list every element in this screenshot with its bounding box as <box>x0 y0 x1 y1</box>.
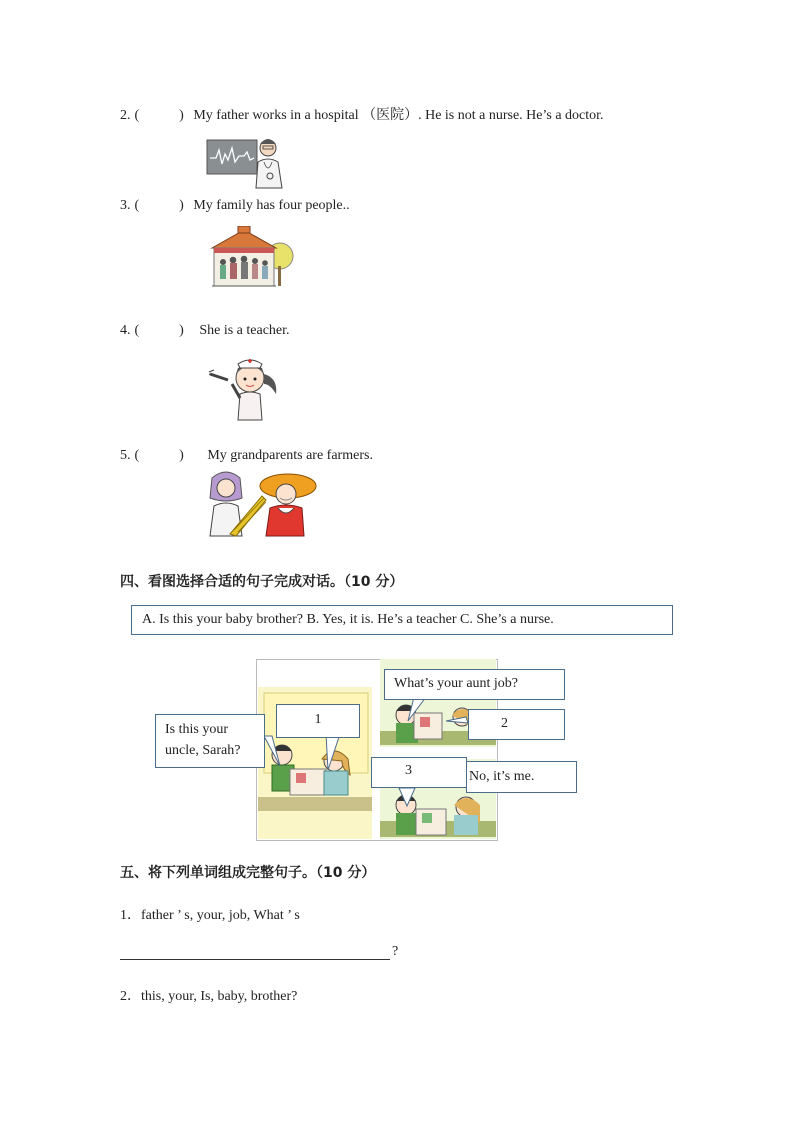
doctor-picture <box>206 130 290 190</box>
family-house-picture <box>208 226 294 290</box>
bubble-answer-3[interactable] <box>371 757 467 788</box>
item-2 <box>120 104 604 124</box>
item-text: My grandparents are farmers. <box>207 448 373 463</box>
section-5-heading: 五、将下列单词组成完整句子。（10 分） <box>120 865 376 881</box>
item-5 <box>120 448 373 464</box>
section-4-heading: 四、看图选择合适的句子完成对话。（10 分） <box>120 574 404 590</box>
options-text: A. Is this your baby brother? B. Yes, it is. He’s a teacher C. She’s a nurse. <box>142 612 554 627</box>
bubble-q1-line2: uncle, Sarah? <box>165 743 241 758</box>
answer-paren-open: ( <box>134 108 140 123</box>
answer-paren-close: ) <box>179 198 184 213</box>
item-text: My father works in a hospital （医院）. He is not a nurse. He’s a doctor. <box>193 108 604 123</box>
answer-paren-close: ) <box>179 323 184 338</box>
bubble-number-1: 1 <box>314 712 322 727</box>
item-text: My family has four people.. <box>193 198 350 213</box>
bubble-q2-text: What’s your aunt job? <box>394 676 519 691</box>
bubble-number-3: 3 <box>405 763 412 778</box>
item-text: She is a teacher. <box>199 323 290 338</box>
item-3 <box>120 198 350 214</box>
answer-paren-close: ) <box>179 448 184 463</box>
item-4 <box>120 323 290 339</box>
bubble-answer-2[interactable] <box>468 709 565 740</box>
bubble-number-2: 2 <box>501 716 508 731</box>
item-number: 3. <box>120 198 131 213</box>
nurse-girl-picture <box>206 354 286 422</box>
answer-paren-open: ( <box>134 323 140 338</box>
bubble-reply-3 <box>466 761 577 793</box>
farmer-grandparents-picture <box>204 468 320 538</box>
answer-line-end-mark: ? <box>392 944 399 959</box>
answer-paren-close: ) <box>179 108 184 123</box>
bubble-answer-1[interactable] <box>276 704 360 738</box>
bubble-question-1 <box>155 714 265 768</box>
options-box <box>131 605 673 635</box>
answer-paren-open: ( <box>134 448 140 463</box>
bubble-a3-text: No, it’s me. <box>469 769 535 784</box>
bubble-pointer-3 <box>395 786 425 808</box>
answer-paren-open: ( <box>134 198 140 213</box>
sentence-words-2: 2．this, your, Is, baby, brother? <box>120 989 298 1004</box>
item-number: 5. <box>120 448 131 463</box>
item-number: 4. <box>120 323 131 338</box>
bubble-question-2 <box>384 669 565 700</box>
item-number: 2. <box>120 108 131 123</box>
answer-line-1[interactable] <box>120 959 390 960</box>
bubble-q1-line1: Is this your <box>165 722 228 737</box>
sentence-words-1: 1．father ’ s, your, job, What ’ s <box>120 908 300 923</box>
